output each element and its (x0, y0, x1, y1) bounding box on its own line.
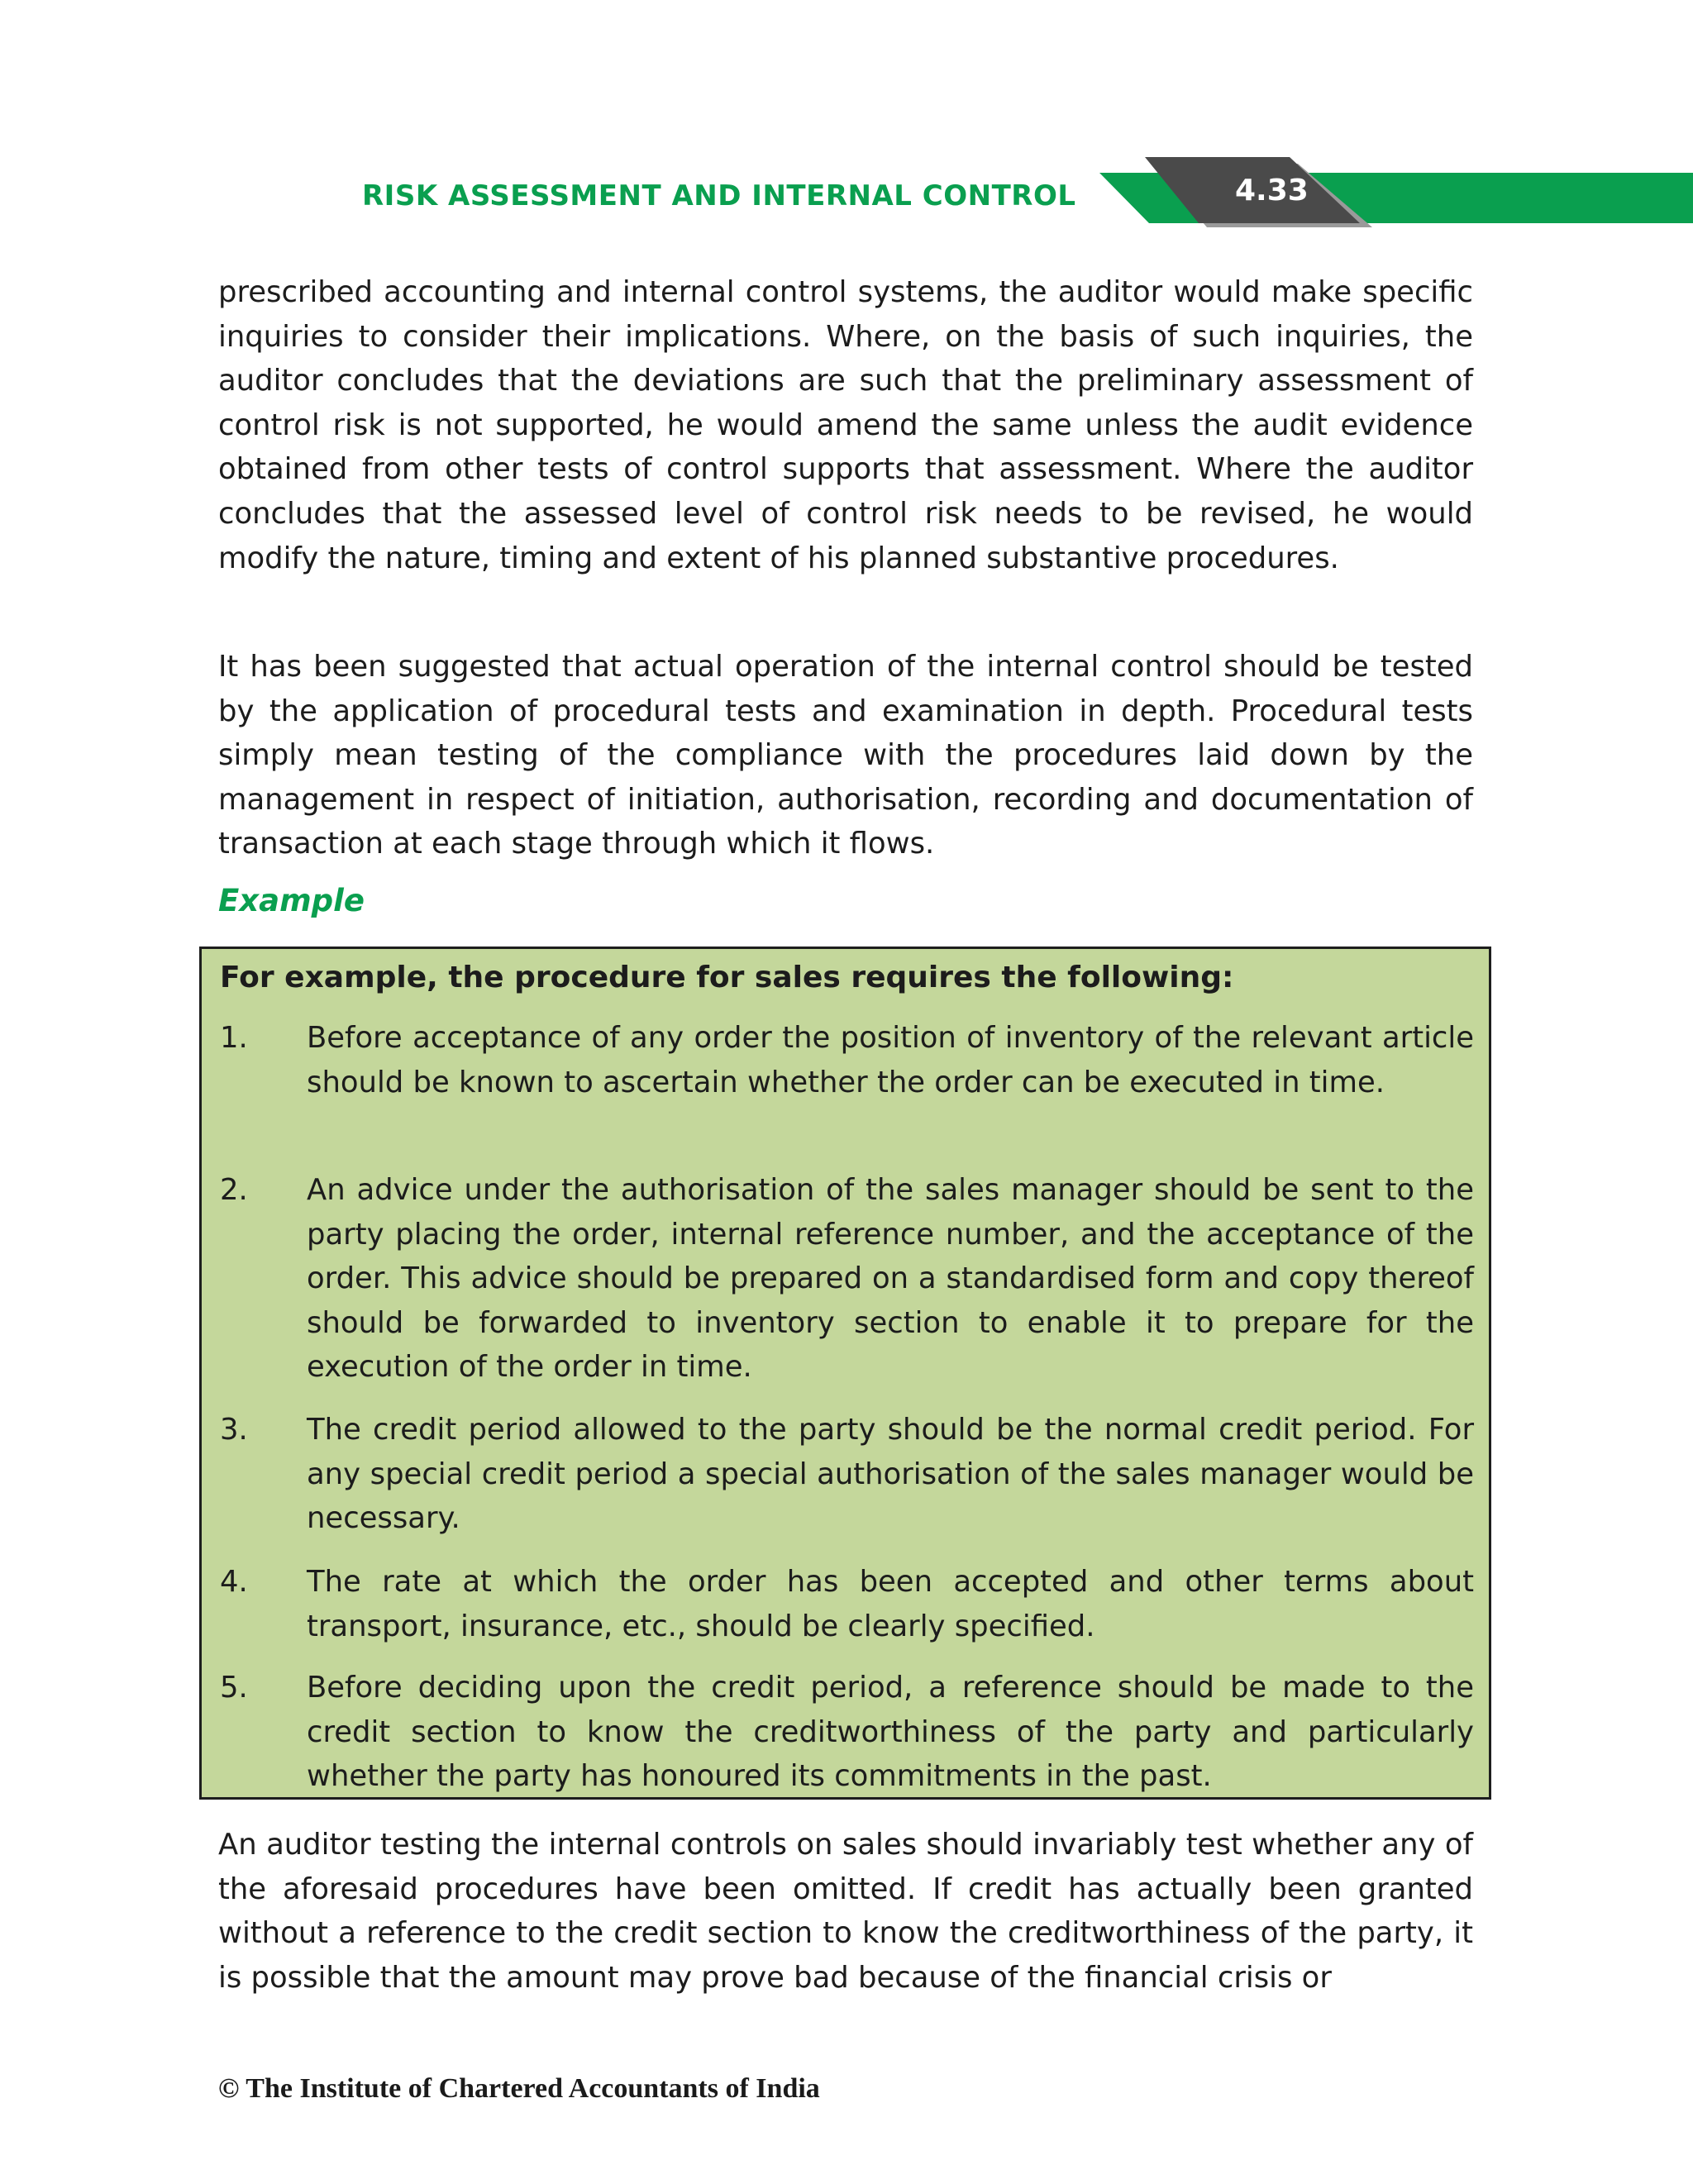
list-item-text: Before deciding upon the credit period, a reference should be made to the credit section to know the creditworthiness of the party and particularly whether the party has honoured its commitments in the past. (307, 1671, 1474, 1794)
body-paragraph-2: It has been suggested that actual operation of the internal control should be tested by the application of procedural tests and examination in depth. Procedural tests simply mean testing of the compliance with the procedures laid down by the management in respect of initiation, authorisation, recording and documentation of transaction at each stage through which it flows. (218, 650, 1473, 861)
footer-copyright: © The Institute of Chartered Accountants of India (218, 2073, 820, 2104)
page-number: 4.33 (1235, 174, 1309, 207)
list-item-number: 3. (220, 1413, 248, 1447)
list-item-number: 2. (220, 1173, 248, 1207)
list-item-text: The rate at which the order has been accepted and other terms about transport, insurance, etc., should be clearly specified. (307, 1565, 1474, 1643)
example-box-title: For example, the procedure for sales requires the following: (220, 961, 1234, 994)
example-box (199, 947, 1491, 1800)
running-header-title: RISK ASSESSMENT AND INTERNAL CONTROL (362, 179, 1076, 212)
header-page-tab-graphic (0, 157, 1693, 240)
example-heading: Example (218, 883, 365, 918)
body-paragraph-3: An auditor testing the internal controls on sales should invariably test whether any of the aforesaid procedures have been omitted. If credit has actually been granted without a reference to the credit section to know the creditworthiness of the party, it is possible that the amount may prove bad because of the financial crisis or (218, 1828, 1473, 1995)
list-item-text: An advice under the authorisation of the sales manager should be sent to the party placing the order, internal reference number, and the acceptance of the order. This advice should be prepared on a standardised form and copy thereof should be forwarded to inventory section to enable it to prepare for the execution of the order in time. (307, 1173, 1474, 1385)
list-item-text: Before acceptance of any order the position of inventory of the relevant article should be known to ascertain whether the order can be executed in time. (307, 1021, 1474, 1099)
list-item-number: 5. (220, 1671, 248, 1705)
list-item-text: The credit period allowed to the party should be the normal credit period. For any special credit period a special authorisation of the sales manager would be necessary. (307, 1413, 1474, 1536)
list-item-number: 1. (220, 1021, 248, 1055)
body-paragraph-1: prescribed accounting and internal control systems, the auditor would make specific inquiries to consider their implications. Where, on the basis of such inquiries, the auditor concludes that the deviations are such that the preliminary assessment of control risk is not supported, he would amend the same unless the audit evidence obtained from other tests of control supports that assessment. Where the auditor concludes that the assessed level of control risk needs to be revised, he would modify the nature, timing and extent of his planned substantive procedures. (218, 275, 1473, 575)
list-item-number: 4. (220, 1565, 248, 1599)
